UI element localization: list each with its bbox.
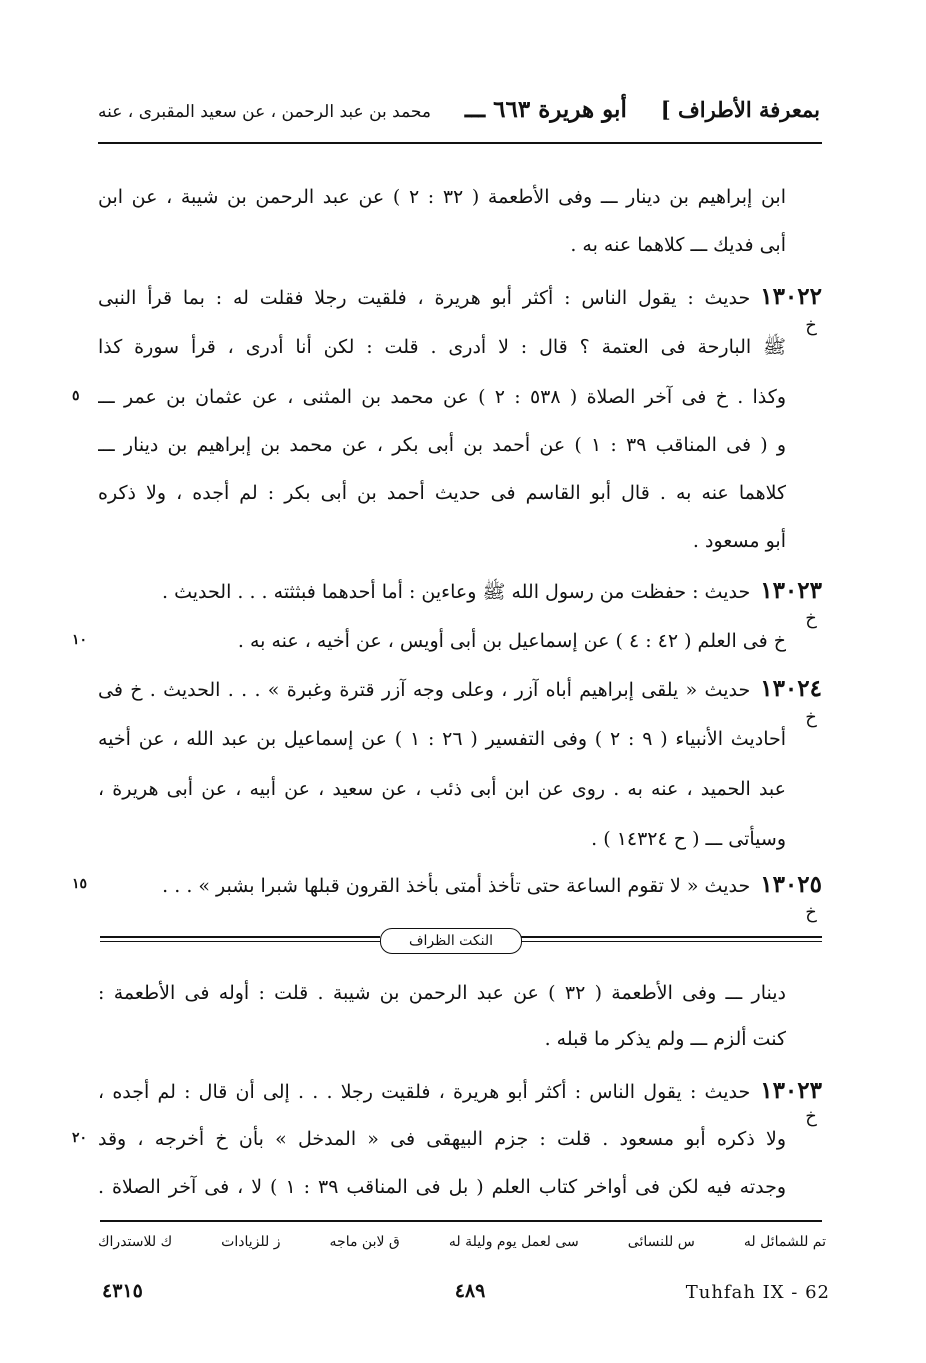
margin-line-number: ٥ xyxy=(72,388,80,404)
divider-rule-right xyxy=(520,936,822,938)
hadith-number: ١٣٠٢٥ xyxy=(760,871,822,898)
abbreviation-key xyxy=(98,1234,826,1258)
nukat-divider xyxy=(100,928,822,954)
abbr-item: سى لعمل يوم وليلة له xyxy=(448,1234,579,1250)
footer-left-number: ٤٣١٥ xyxy=(102,1280,143,1302)
hadith-number: ١٣٠٢٢ xyxy=(760,283,822,310)
divider-rule-left-thin xyxy=(100,941,380,942)
text-line: كلاهما عنه به . قال أبو القاسم فى حديث أحمد بن أبى بكر : لم أجده ، ولا ذكره xyxy=(98,482,786,504)
divider-rule-left xyxy=(100,936,380,938)
abbr-item: ق لابن ماجه xyxy=(329,1234,400,1250)
signature-mark: Tuhfah IX - 62 xyxy=(685,1282,830,1303)
text-line: أبو مسعود . xyxy=(692,530,786,552)
text-line: ولا ذكره أبو مسعود . قلت : جزم البيهقى فى « المدخل » بأن خ أخرجه ، وقد xyxy=(98,1128,786,1150)
text-line: و ( فى المناقب ٣٩ : ١ ) عن أحمد بن أبى بكر ، عن محمد بن إبراهيم بن دينار ـــ xyxy=(98,434,786,456)
text-line: خ فى العلم ( ٤٢ : ٤ ) عن إسماعيل بن أبى أويس ، عن أخيه ، عنه به . xyxy=(237,630,786,652)
text-line: ابن إبراهيم بن دينار ـــ وفى الأطعمة ( ٣٢ : ٢ ) عن عبد الرحمن بن شيبة ، عن ابن xyxy=(98,186,786,208)
hadith-line xyxy=(98,1074,822,1108)
hadith-text: حديث : يقول الناس : أكثر أبو هريرة ، فلقيت رجلا . . . إلى أن قال : لم أجده ، xyxy=(98,1081,751,1103)
text-line: أحاديث الأنبياء ( ٩ : ٢ ) وفى التفسير ( ٢٦ : ١ ) عن إسماعيل بن عبد الله ، عن أخيه xyxy=(98,728,786,750)
hadith-line xyxy=(98,868,822,902)
divider-label: النكت الظراف xyxy=(380,928,522,954)
hadith-line xyxy=(98,574,822,608)
margin-line-number: ٢٠ xyxy=(72,1130,88,1146)
abbr-item: ك للاستدراك xyxy=(98,1234,173,1250)
abbr-item: تم للشمائل له xyxy=(743,1234,826,1250)
hadith-line xyxy=(98,672,822,706)
margin-kha: خ xyxy=(805,902,817,923)
margin-line-number: ١٥ xyxy=(72,876,88,892)
margin-kha: خ xyxy=(805,608,817,629)
hadith-text: حديث « يلقى إبراهيم أباه آزر ، وعلى وجه آزر قترة وغبرة » . . . الحديث . خ فى xyxy=(98,679,751,701)
hadith-number: ١٣٠٢٤ xyxy=(760,675,822,702)
divider-rule-right-thin xyxy=(520,941,822,942)
header-right: بمعرفة الأطراف ] xyxy=(660,97,820,122)
hadith-text: حديث : يقول الناس : أكثر أبو هريرة ، فلقيت رجلا فقلت له : بما قرأ النبى xyxy=(98,287,751,309)
header-center: أبو هريرة ٦٦٣ ـــ xyxy=(464,96,627,123)
margin-kha: خ xyxy=(805,707,817,728)
hadith-number: ١٣٠٢٣ xyxy=(760,577,822,604)
header-rule xyxy=(98,142,822,144)
hadith-line xyxy=(98,280,822,314)
text-line: وكذا . خ فى آخر الصلاة ( ٥٣٨ : ٢ ) عن محمد بن المثنى ، عن عثمان بن عمر ـــ xyxy=(98,386,786,408)
hadith-number: ١٣٠٢٣ xyxy=(760,1077,822,1104)
text-line: أبى فديك ـــ كلاهما عنه به . xyxy=(570,234,786,256)
text-line: كنت ألزم ـــ ولم يذكر ما قبله . xyxy=(544,1028,786,1050)
footer-rule xyxy=(100,1220,822,1222)
abbr-item: س للنسائى xyxy=(627,1234,695,1250)
text-line: وجدته فيه لكن فى أواخر كتاب العلم ( بل فى المناقب ٣٩ : ١ ) لا ، فى آخر الصلاة . xyxy=(98,1176,786,1198)
header-left: محمد بن عبد الرحمن ، عن سعيد المقبرى ، عنه xyxy=(98,102,432,122)
margin-kha: خ xyxy=(805,315,817,336)
hadith-text: حديث : حفظت من رسول الله ﷺ وعاءين : أما أحدهما فبثثته . . . الحديث . xyxy=(162,581,751,603)
running-header xyxy=(98,96,820,140)
text-line: عبد الحميد ، عنه به . روى عن ابن أبى ذئب ، عن سعيد ، عن أبيه ، عن أبى هريرة ، xyxy=(98,778,786,800)
margin-kha: خ xyxy=(805,1106,817,1127)
text-line: وسيأتى ـــ ( ح ١٤٣٢٤ ) . xyxy=(591,828,786,850)
abbr-item: ز للزيادات xyxy=(221,1234,281,1250)
page-number: ٤٨٩ xyxy=(454,1280,486,1302)
text-line: ﷺ البارحة فى العتمة ؟ قال : لا أدرى . قلت : لكن أنا أدرى ، قرأ سورة كذا xyxy=(98,336,786,358)
hadith-text: حديث « لا تقوم الساعة حتى تأخذ أمتى بأخذ القرون قبلها شبرا بشبر » . . . xyxy=(162,875,751,897)
margin-line-number: ١٠ xyxy=(72,632,88,648)
text-line: دينار ـــ وفى الأطعمة ( ٣٢ ) عن عبد الرحمن بن شيبة . قلت : أوله فى الأطعمة : xyxy=(98,982,786,1004)
